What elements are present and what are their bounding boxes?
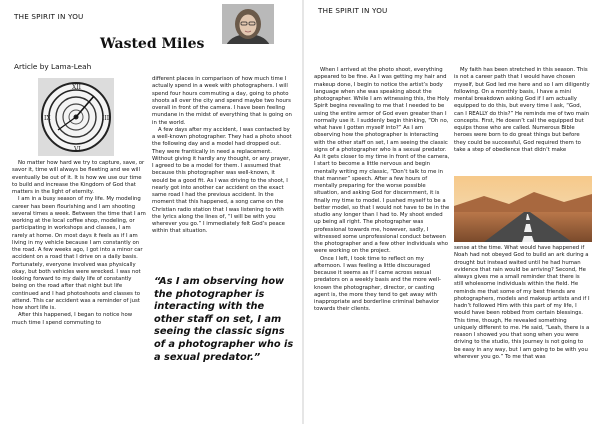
- paragraph: I am in a busy season of my life. My modeling career has been flourishing and I am shooting several times a week. Between the time that I am working at the local coffee shop, modeling, or participating in workshops and classes, I am rarely at home. On most days it feels as if I am living in my vehicle because I am constantly on the road. A few weeks ago, I got into a minor car accident on a road that I drive on a daily basis. Fortunately, everyone involved was physically okay, but both vehicles were wrecked. I was not looking forward to my daily life of constantly being on the road after that night but life continued and I had photoshoots and classes to attend. This car accident was a reminder of just how short life is.: [12, 196, 146, 311]
- svg-text:VI: VI: [74, 146, 81, 153]
- road-image: [454, 176, 592, 242]
- article-title: Wasted Miles: [100, 36, 205, 52]
- paragraph: When I arrived at the photo shoot, everything appeared to be fine. As I was getting my hair and makeup done, I begin to notice the artist’s body language when she was speaking about the photographer. While I am witnessing this, the Holy Spirit begins revealing to me that I needed to be using the entire armor of God even greater than I normally use it. I suddenly begin thinking, “Oh no, what have I gotten myself into?” As I am observing how the photographer is interacting with the other staff on set, I am seeing the classic signs of a photographer who is a sexual predator. As it gets closer to my time in front of the camera, I start to become a little nervous and begin mentally writing my classic, “Don’t talk to me in that manner” speech. After a few hours of mentally preparing for the worse possible situation, and asking God for discernment, it is finally my time to model. I pushed myself to be a better model, so that I would not have to be in the studio any longer than I had to. My shoot ended up being all right. The photographer was professional towards me, however, sadly, I witnessed some unprofessional conduct between the photographer and a few other individuals who were working on the project.: [314, 67, 450, 255]
- svg-text:XII: XII: [72, 84, 82, 91]
- spiral-clock-image: [38, 78, 114, 156]
- magazine-header: THE SPIRIT IN YOU: [318, 6, 388, 15]
- right-column-1: [314, 67, 450, 314]
- paragraph: different places in comparison of how much time I actually spend in a week with photographers. I will spend four hours commuting a day, going to photo shoots all over the city and spend maybe two hours overall in front of the camera. I have been feeling mundane in the midst of everything that is going on in the world.: [152, 76, 292, 126]
- svg-text:III: III: [102, 115, 110, 122]
- paragraph: sense at the time. What would have happened if Noah had not obeyed God to build an ark during a drought but instead waited until he had human evidence that rain would be arriving? Second, He always gives me a small reminder that there is still wholesome individuals within the field. He reminds me that some of my best friends are photographers, models and makeup artists and if I hadn’t followed Him with this part of my life, I would have been robbed from certain blessings. This time, though, He revealed something uniquely different to me. He said, “Leah, there is a reason I showed you that song when you were driving to the studio, this journey is not going to be easy in any way, but I am going to be with you wherever you go.” To me that was: [454, 245, 590, 360]
- right-column-2-continued: [454, 245, 590, 361]
- left-column-1: [12, 160, 146, 327]
- paragraph: After this happened, I began to notice how much time I spend commuting to: [12, 312, 133, 326]
- paragraph: No matter how hard we try to capture, save, or savor it, time will always be fleeting and we will eventually be out of it. It is how we use our time to build and increase the Kingdom of God that matters in the light of eternity.: [12, 160, 145, 195]
- paragraph: A few days after my accident, I was contacted by a well-known photographer. They had a photo shoot the following day and a model had dropped out. They were frantically in need a replacement. Without giving it hardly any thought, or any prayer, I agreed to be a model for them. I assumed that because this photographer was well-known, it would be a good fit. As I was driving to the shoot, I nearly got into another car accident on the exact same road I had the previous accident. In the moment that this happened, a song came on the Christian radio station that I was listening to with the lyrics along the lines of, “I will be with you wherever you go.” I immediately felt God’s peace within that situation.: [152, 126, 292, 235]
- left-column-2: [152, 76, 292, 236]
- svg-text:IX: IX: [44, 115, 51, 122]
- author-photo: [222, 4, 274, 44]
- right-page: [304, 0, 600, 424]
- right-column-2: [454, 67, 590, 154]
- byline: Article by Lama-Leah: [14, 62, 92, 71]
- paragraph: Once I left, I took time to reflect on my afternoon. I was feeling a little discouraged because it seems as if I came across sexual predators on a weekly basis and the more well-known the photographer, director, or casting agent is, the more they tend to get away with inappropriate and borderline criminal behavior towards their clients.: [314, 255, 441, 313]
- paragraph: My faith has been stretched in this season. This is not a career path that I would have chosen myself, but God led me here and so I am diligently following. On a monthly basis, I have a mini mental breakdown asking God if I am actually equipped to do this, but every time I ask, “God, can I REALLY do this?” He reminds me of two main concepts. First, He doesn’t call the equipped but equips those who are called. Numerous Bible heroes were born to do great things but before they could be successful, God required them to take a step of obedience that didn’t make: [454, 67, 590, 153]
- pull-quote: “As I am observing how the photographer is interacting with the other staff on set, I am seeing the classic signs of a photographer who is a sexual predator.”: [154, 276, 294, 363]
- magazine-header: THE SPIRIT IN YOU: [14, 12, 84, 21]
